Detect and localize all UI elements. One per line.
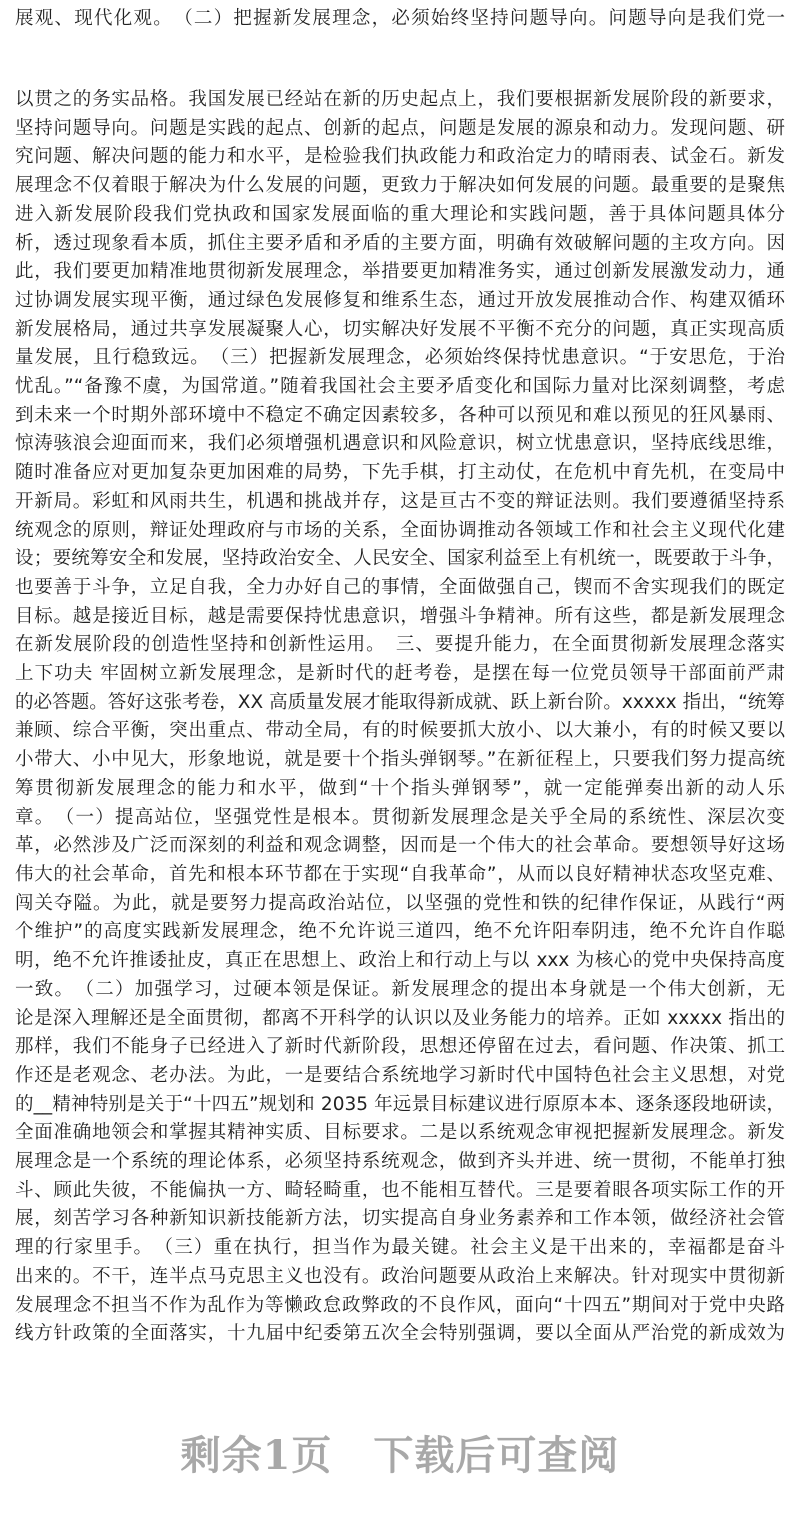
text-line: 展，刻苦学习各种新知识新技能新方法，切实提高自身业务素养和工作本领，做经济社会管 [15,1208,785,1230]
text-line: 革，必然涉及广泛而深刻的利益和观念调整，因而是一个伟大的社会革命。要想领导好这场 [15,835,785,857]
text-line: 析，透过现象看本质，抓住主要矛盾和矛盾的主要方面，明确有效破解问题的主攻方向。因 [15,232,785,254]
text-line: 作还是老观念、老办法。为此，一是要结合系统地学习新时代中国特色社会主义思想，对党 [15,1064,785,1086]
text-line: 那样，我们不能身子已经进入了新时代新阶段，思想还停留在过去，看问题、作决策、抓工 [15,1036,785,1058]
text-line: 兼顾、综合平衡，突出重点、带动全局，有的时候要抓大放小、以大兼小，有的时候又要以 [15,720,785,742]
text-line: 量发展，且行稳致远。 （三）把握新发展理念，必须始终保持忧患意识。“于安思危，于治 [15,347,785,369]
text-line: 论是深入理解还是全面贯彻，都离不开科学的认识以及业务能力的培养。正如 xxxxx 指出的 [15,1007,785,1029]
remaining-pages-download-prompt[interactable]: 剩余1页 下载后可查阅 [180,1432,620,1479]
text-line: 发展理念不担当不作为乱作为等懒政怠政弊政的不良作风，面向“十四五”期间对于党中央路 [15,1294,785,1316]
text-line: 究问题、解决问题的能力和水平，是检验我们执政能力和政治定力的晴雨表、试金石。新发 [15,146,785,168]
text-line: 的__精神特别是关于“十四五”规划和 2035 年远景目标建议进行原原本本、逐条逐段地研读， [15,1093,785,1115]
page-top-fragment [15,0,785,33]
text-line: 也要善于斗争，立足自我，全力办好自己的事情，全面做强自己，锲而不舍实现我们的既定 [15,576,785,598]
text-line: 的必答题。答好这张考卷，XX 高质量发展才能取得新成就、跃上新台阶。xxxxx 指出，“统筹 [15,691,785,713]
top-lines [15,5,785,34]
text-line: 筹贯彻新发展理念的能力和水平，做到“十个指头弹钢琴”，就一定能弹奏出新的动人乐 [15,777,785,799]
text-line: 个维护”的高度实践新发展理念，绝不允许说三道四，绝不允许阳奉阴违，绝不允许自作聪 [15,921,785,943]
text-line: 斗、顾此失彼，不能偏执一方、畸轻畸重，也不能相互替代。三是要着眼各项实际工作的开 [15,1179,785,1201]
text-line: 统观念的原则，辩证处理政府与市场的关系，全面协调推动各领域工作和社会主义现代化建 [15,519,785,541]
text-line: 小带大、小中见大，形象地说，就是要十个指头弹钢琴。”在新征程上，只要我们努力提高统 [15,749,785,771]
text-line: 明，绝不允许推诿扯皮，真正在思想上、政治上和行动上与以 xxx 为核心的党中央保持高度 [15,950,785,972]
text-line: 以贯之的务实品格。我国发展已经站在新的历史起点上，我们要根据新发展阶段的新要求， [15,89,785,110]
text-line: 进入新发展阶段我们党执政和国家发展面临的重大理论和实践问题，善于具体问题具体分 [15,203,785,225]
text-line: 理的行家里手。 （三）重在执行，担当作为最关键。社会主义是干出来的，幸福都是奋斗 [15,1237,785,1259]
text-line: 此，我们要更加精准地贯彻新发展理念，举措要更加精准务实，通过创新发展激发动力，通 [15,261,785,283]
text-line: 一致。 （二）加强学习，过硬本领是保证。新发展理念的提出本身就是一个伟大创新，无 [15,978,785,1000]
text-line: 线方针政策的全面落实，十九届中纪委第五次全会特别强调，要以全面从严治党的新成效为 [15,1323,785,1345]
text-line: 伟大的社会革命，首先和根本环节都在于实现“自我革命”，从而以良好精神状态攻坚克难、 [15,863,785,885]
text-line: 闯关夺隘。为此，就是要努力提高政治站位，以坚强的党性和铁的纪律作保证，从践行“两 [15,892,785,914]
text-line: 忧乱。”“备豫不虞，为国常道。”随着我国社会主要矛盾变化和国际力量对比深刻调整，考虑 [15,376,785,398]
text-line: 展理念不仅着眼于解决为什么发展的问题，更致力于解决如何发展的问题。最重要的是聚焦 [15,175,785,197]
text-line: 在新发展阶段的创造性坚持和创新性运用。 三、要提升能力，在全面贯彻新发展理念落实 [15,634,785,656]
text-line: 上下功夫 牢固树立新发展理念，是新时代的赶考卷，是摆在每一位党员领导干部面前严肃 [15,663,785,685]
text-line: 展观、现代化观。 （二）把握新发展理念，必须始终坚持问题导向。问题导向是我们党一 [15,7,785,29]
text-line: 新发展格局，通过共享发展凝聚人心，切实解决好发展不平衡不充分的问题，真正实现高质 [15,318,785,340]
text-line: 设；要统筹安全和发展，坚持政治安全、人民安全、国家利益至上有机统一，既要敢于斗争， [15,548,785,570]
text-line: 目标。越是接近目标，越是需要保持忧患意识，增强斗争精神。所有这些，都是新发展理念 [15,605,785,627]
text-line: 出来的。不干，连半点马克思主义也没有。政治问题要从政治上来解决。针对现实中贯彻新 [15,1265,785,1287]
text-line: 坚持问题导向。问题是实践的起点、创新的起点，问题是发展的源泉和动力。发现问题、研 [15,117,785,139]
text-line: 全面准确地领会和掌握其精神实质、目标要求。二是以系统观念审视把握新发展理念。新发 [15,1122,785,1144]
text-line: 过协调发展实现平衡，通过绿色发展修复和维系生态，通过开放发展推动合作、构建双循环 [15,289,785,311]
text-line: 展理念是一个系统的理论体系，必须坚持系统观念，做到齐头并进、统一贯彻，不能单打独 [15,1151,785,1173]
text-line: 章。 （一）提高站位，坚强党性是根本。贯彻新发展理念是关乎全局的系统性、深层次变 [15,806,785,828]
text-line: 到未来一个时期外部环境中不稳定不确定因素较多，各种可以预见和难以预见的狂风暴雨、 [15,404,785,426]
document-body [15,86,785,1349]
text-line: 随时准备应对更加复杂更加困难的局势，下先手棋，打主动仗，在危机中育先机，在变局中 [15,462,785,484]
text-line: 开新局。彩虹和风雨共生，机遇和挑战并存，这是亘古不变的辩证法则。我们要遵循坚持系 [15,490,785,512]
text-line: 惊涛骇浪会迎面而来，我们必须增强机遇意识和风险意识，树立忧患意识，坚持底线思维， [15,433,785,455]
